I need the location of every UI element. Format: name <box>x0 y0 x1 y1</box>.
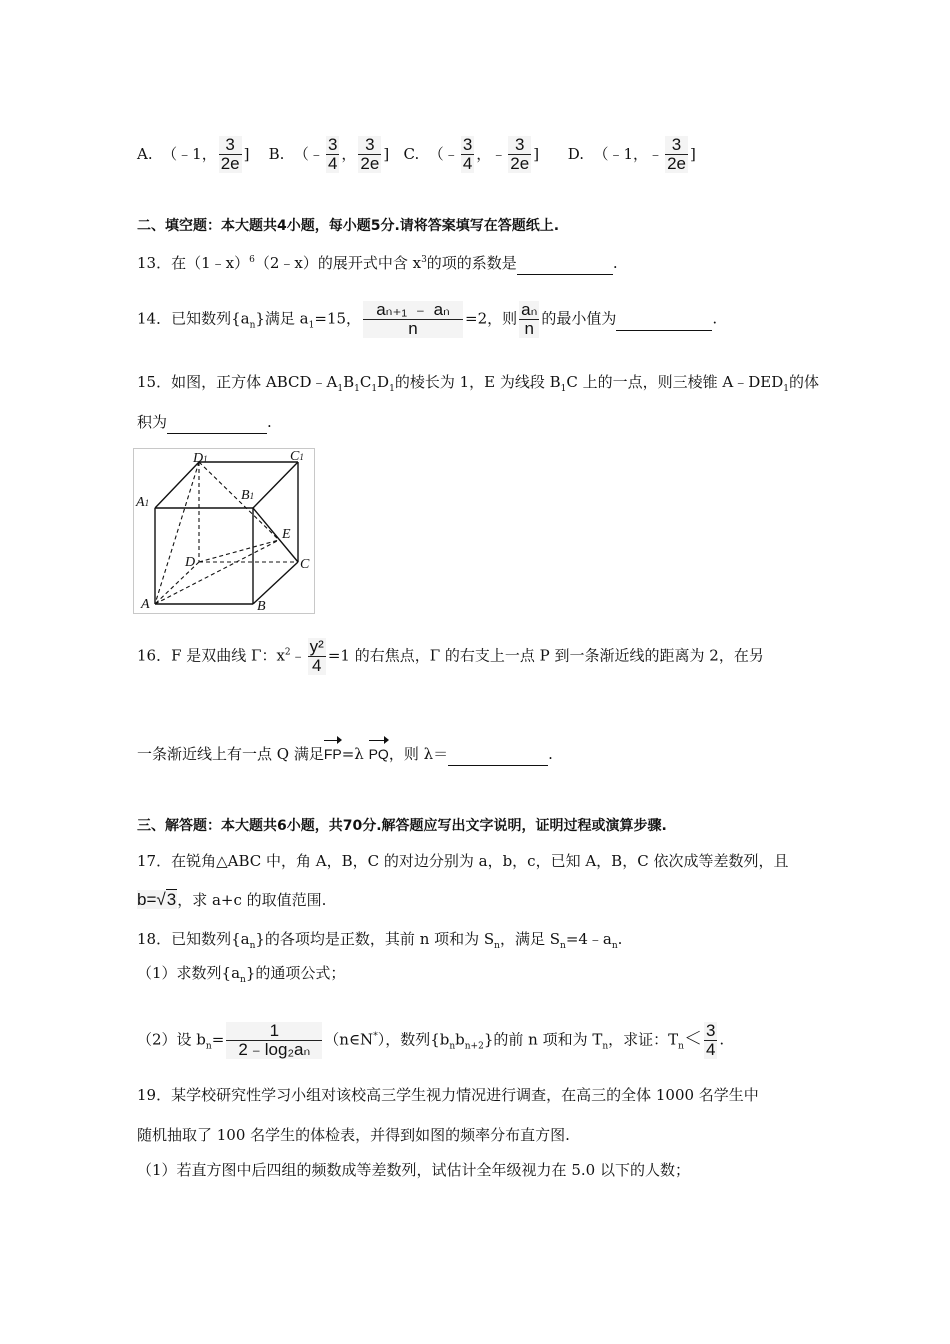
vector-pq: PQ <box>369 743 389 765</box>
option-d: D. （﹣1，﹣ $\frac{3}{2e}$ ] <box>567 135 696 173</box>
label-c: C <box>300 557 310 572</box>
label-d: D <box>185 555 196 570</box>
question-17-line1: 17．在锐角△ABC 中，角 A，B，C 的对边分别为 a，b，c，已知 A，B，C 依次成等差数列，且 <box>137 852 789 870</box>
question-15-line1: 15．如图，正方体 $ABCD﹣A_1B_1C_1D_1$的棱长为 1，E 为线段 $B_1C$ 上的一点，则三棱锥 $A﹣DED_1$的体 <box>137 373 819 394</box>
vector-fp: FP <box>324 743 342 765</box>
question-18-part2: （2）设 $b_n=$ $\frac{1}{\text{2﹣log₂aₙ}}$ （n∈N*），数列$\{b_nb_{n+2}\}$的前 n 项和为 $T_n$，求证：$T_n<$ $\frac{3}{4}$ . <box>137 1021 725 1059</box>
fraction: $\frac{1}{\text{2﹣log₂aₙ}}$ <box>226 1022 322 1059</box>
label-b1: B1 <box>241 488 255 503</box>
question-19-part1: （1）若直方图中后四组的频数成等差数列，试估计全年级视力在 5.0 以下的人数； <box>137 1161 690 1179</box>
question-13: 13．在（1﹣x）$^6$（2﹣x）的展开式中含 $x^3$的项的系数是 . <box>137 249 618 275</box>
question-18-part1: （1）求数列$\{a_n\}$的通项公式； <box>137 964 346 985</box>
fraction: $\frac{3}{2e}$ <box>220 135 240 173</box>
section2-heading: 二、填空题：本大题共4小题，每小题5分.请将答案填写在答题纸上. <box>137 218 560 234</box>
fraction: $\frac{3}{2e}$ <box>667 135 686 173</box>
label-e: E <box>282 527 291 542</box>
answer-blank[interactable] <box>616 308 712 331</box>
fraction: $\frac{3}{2e}$ <box>360 135 380 173</box>
question-18-line1: 18．已知数列$\{a_n\}$的各项均是正数，其前 n 项和为 $S_n$，满足 $S_n=4﹣a_n$. <box>137 930 623 951</box>
fraction: $\frac{\text{y²}}{4}$ <box>309 637 324 675</box>
fraction: $\frac{3}{4}$ <box>327 135 338 173</box>
fraction: $\frac{3}{4}$ <box>462 135 473 173</box>
square-root: √3 <box>156 890 177 909</box>
options-line <box>137 136 696 173</box>
question-19-line2: 随机抽取了 100 名学生的体检表，并得到如图的频率分布直方图. <box>137 1126 570 1144</box>
fraction: $\frac{\text{aₙ₊₁ ﹣ aₙ}}{n}$ <box>363 301 463 338</box>
label-d1: D1 <box>193 451 208 466</box>
label-a: A <box>141 597 150 612</box>
question-19-line1: 19．某学校研究性学习小组对该校高三学生视力情况进行调查，在高三的全体 1000 名学生中 <box>137 1086 759 1104</box>
question-17-line2: b=√3，求 a+c 的取值范围. <box>137 890 327 909</box>
label-b: B <box>257 599 266 614</box>
option-b: B. （﹣ $\frac{3}{4}$ ， $\frac{3}{2e}$ ] <box>268 135 390 173</box>
question-16-line2: 一条渐近线上有一点 Q 满足FP=λ PQ，则 λ＝ . <box>137 743 553 766</box>
question-14: 14．已知数列$\{a_n\}$满足 $a_1=15$， $\frac{\text{aₙ₊₁ ﹣ aₙ}}{n}$ =2，则 $\frac{\text{aₙ}}{n}$ 的最小值为 . <box>137 300 718 338</box>
fraction: $\frac{3}{2e}$ <box>510 135 530 173</box>
label-c1: C1 <box>290 449 304 464</box>
answer-blank[interactable] <box>517 252 613 275</box>
section3-heading: 三、解答题：本大题共6小题，共70分.解答题应写出文字说明，证明过程或演算步骤. <box>137 818 667 834</box>
answer-blank[interactable] <box>448 743 548 766</box>
option-a: A. （﹣1， $\frac{3}{2e}$ ] <box>137 135 250 173</box>
option-c: C. （﹣ $\frac{3}{4}$ ，﹣ $\frac{3}{2e}$ ] <box>403 135 540 173</box>
question-15-line2: 积为 . <box>137 411 272 434</box>
fraction: $\frac{3}{4}$ <box>705 1021 716 1059</box>
cube-figure <box>133 448 315 614</box>
question-16-line1: 16．F 是双曲线 Γ：$x^2﹣$ $\frac{\text{y²}}{4}$ =1 的右焦点，Γ 的右支上一点 P 到一条渐近线的距离为 2，在另 <box>137 637 764 675</box>
answer-blank[interactable] <box>167 411 267 434</box>
fraction: $\frac{\text{aₙ}}{n}$ <box>521 300 538 338</box>
label-a1: A1 <box>136 495 150 510</box>
